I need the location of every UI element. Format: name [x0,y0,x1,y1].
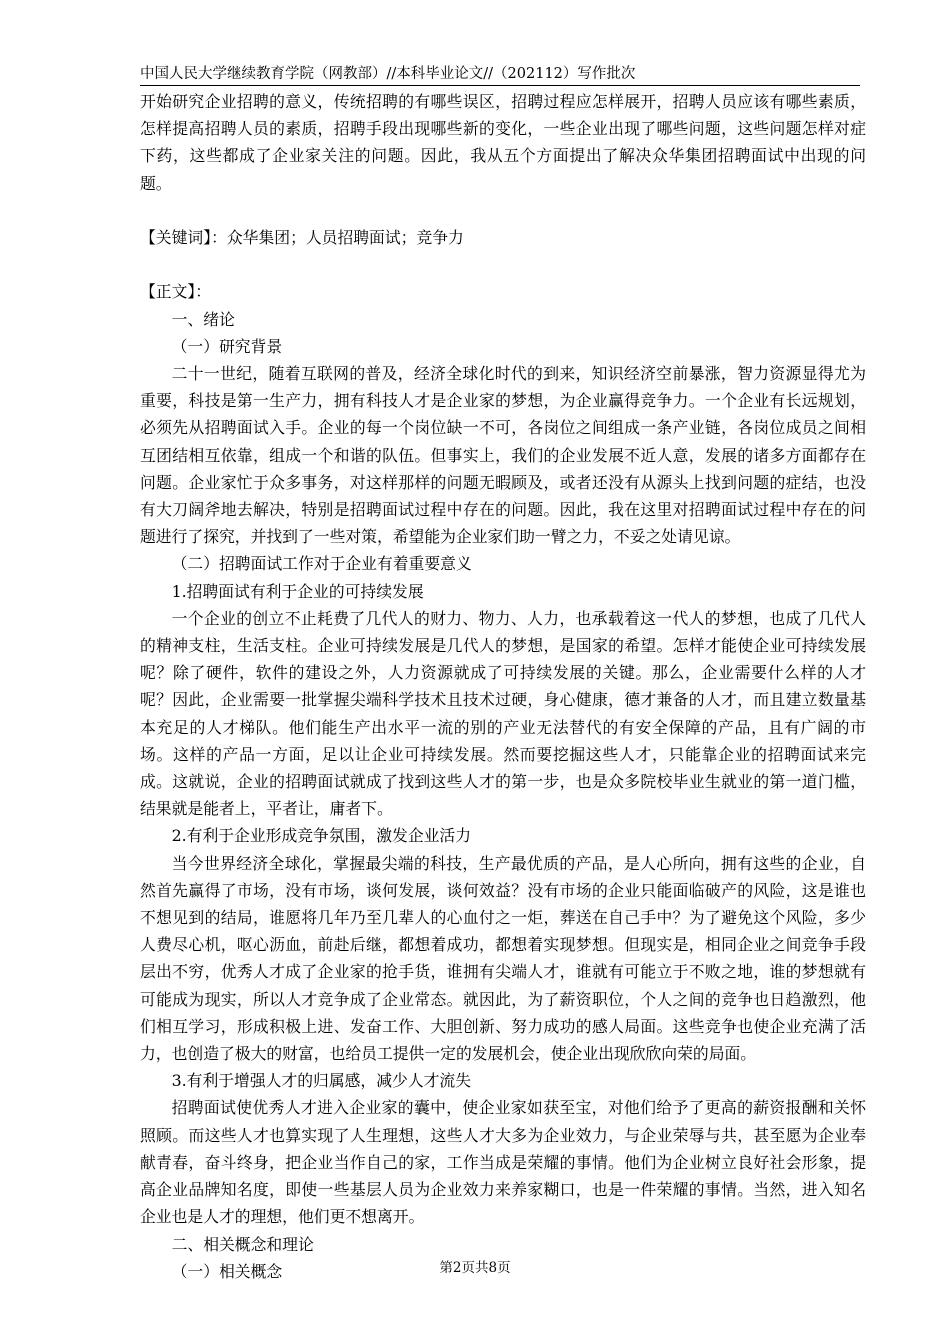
section-1-1-heading: （一）研究背景 [171,336,283,356]
point-3-paragraph: 招聘面试使优秀人才进入企业家的囊中，使企业家如获至宝，对他们给予了更高的薪资报酬和关怀照顾。而这些人才也算实现了人生理想，这些人才大多为企业效力，与企业荣辱与共，甚至愿为企业奉献青春，奋斗终身，把企业当作自己的家，工作当成是荣耀的事情。他们为企业树立良好社会形象，提高企业品牌知名度，即使一些基层人员为企业效力来养家糊口，也是一件荣耀的事情。当然，进入知名企业也是人才的理想，他们更不想离开。 [140,1098,866,1227]
point-1-paragraph: 一个企业的创立不止耗费了几代人的财力、物力、人力，也承载着这一代人的梦想，也成了几代人的精神支柱，生活支柱。企业可持续发展是几代人的梦想，是国家的希望。怎样才能使企业可持续发展呢？除了硬件，软件的建设之外，人力资源就成了可持续发展的关键。那么，企业需要什么样的人才呢？因此，企业需要一批掌握尖端科学技术且技术过硬，身心健康，德才兼备的人才，而且建立数量基本充足的人才梯队。他们能生产出水平一流的别的产业无法替代的有安全保障的产品，且有广阔的市场。这样的产品一方面，足以让企业可持续发展。然而要挖掘这些人才，只能靠企业的招聘面试来完成。这就说，企业的招聘面试就成了找到这些人才的第一步，也是众多院校毕业生就业的第一道门槛，结果就是能者上，平者让，庸者下。 [140,608,866,819]
section-1-heading: 一、绪论 [171,309,235,329]
keywords-line: 【关键词】：众华集团；人员招聘面试；竞争力 [140,228,464,247]
section-2-1-heading: （一）相关概念 [171,1261,283,1281]
research-background-paragraph: 二十一世纪，随着互联网的普及，经济全球化时代的到来，知识经济空前暴涨，智力资源显得尤为重要，科技是第一生产力，拥有科技人才是企业家的梦想，为企业赢得竞争力。一个企业有长远规划，必须先从招聘面试入手。企业的每一个岗位缺一不可，各岗位之间组成一条产业链，各岗位成员之间相互团结相互依靠，组成一个和谐的队伍。但事实上，我们的企业发展不近人意，发展的诸多方面都存在问题。企业家忙于众多事务，对这样那样的问题无暇顾及，或者还没有从源头上找到问题的症结，也没有大刀阔斧地去解决，特别是招聘面试过程中存在的问题。因此，我在这里对招聘面试过程中存在的问题进行了探究，并找到了一些对策，希望能为企业家们助一臂之力，不妥之处请见谅。 [140,364,866,547]
point-1-heading: 1.招聘面试有利于企业的可持续发展 [171,581,424,601]
page-header: 中国人民大学继续教育学院（网教部）//本科毕业论文//（202112）写作批次 [140,64,860,86]
blank-line [140,197,866,224]
section-2-heading: 二、相关概念和理论 [171,1234,314,1254]
blank-line [140,251,866,278]
body-label: 【正文】： [140,282,212,302]
page-footer: 第2页共8页 [439,1260,511,1276]
point-2-paragraph: 当今世界经济全球化，掌握最尖端的科技，生产最优质的产品，是人心所向，拥有这些的企业，自然首先赢得了市场，没有市场，谈何发展，谈何效益？没有市场的企业只能面临破产的风险，这是谁也不想见到的结局，谁愿将几年乃至几辈人的心血付之一炬，葬送在自己手中？为了避免这个风险，多少人费尽心机，呕心沥血，前赴后继，都想着成功，都想着实现梦想。但现实是，相同企业之间竞争手段层出不穷，优秀人才成了企业家的抢手货，谁拥有尖端人才，谁就有可能立于不败之地，谁的梦想就有可能成为现实，所以人才竞争成了企业常态。就因此，为了薪资职位，个人之间的竞争也日趋激烈，他们相互学习，形成积极上进、发奋工作、大胆创新、努力成功的感人局面。这些竞争也使企业充满了活力，也创造了极大的财富，也给员工提供一定的发展机会，使企业出现欣欣向荣的局面。 [140,853,866,1064]
point-2-heading: 2.有利于企业形成竞争氛围，激发企业活力 [171,826,472,846]
page-content [140,88,866,1285]
section-1-2-heading: （二）招聘面试工作对于企业有着重要意义 [171,554,472,574]
abstract-tail-paragraph: 开始研究企业招聘的意义，传统招聘的有哪些误区，招聘过程应怎样展开，招聘人员应该有哪些素质，怎样提高招聘人员的素质，招聘手段出现哪些新的变化，一些企业出现了哪些问题，这些问题怎样对症下药，这些都成了企业家关注的问题。因此，我从五个方面提出了解决众华集团招聘面试中出现的问题。 [140,92,866,193]
point-3-heading: 3.有利于增强人才的归属感，减少人才流失 [171,1071,472,1091]
